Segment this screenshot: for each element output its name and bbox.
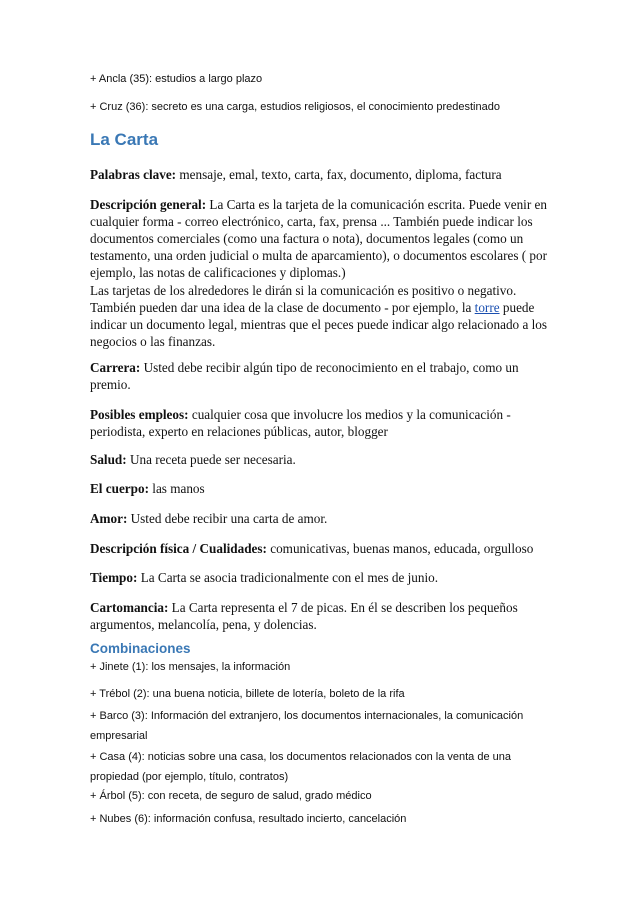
list-item: + Ancla (35): estudios a largo plazo <box>90 73 263 85</box>
general-label: Descripción general: <box>90 197 207 212</box>
list-item: + Nubes (6): información confusa, resultado incierto, cancelación <box>90 813 407 825</box>
section-title: La Carta <box>90 130 159 149</box>
physical-text: comunicativas, buenas manos, educada, orgulloso <box>266 541 534 556</box>
list-item: + Trébol (2): una buena noticia, billete de lotería, boleto de la rifa <box>90 688 405 700</box>
time-paragraph <box>90 569 550 586</box>
keywords-paragraph <box>90 166 550 183</box>
body-paragraph <box>90 480 550 497</box>
surrounding-text-after: puede indicar un documento legal, mientras que el peces puede indicar algo relacionado a los negocios o las finanzas. <box>90 300 547 349</box>
physical-paragraph <box>90 540 550 557</box>
general-description-paragraph <box>90 196 550 281</box>
surrounding-cards-paragraph <box>90 282 550 350</box>
career-label: Carrera: <box>90 360 141 375</box>
cartomancy-paragraph <box>90 599 550 633</box>
general-text: La Carta es la tarjeta de la comunicación escrita. Puede venir en cualquier forma - correo electrónico, carta, fax, prensa ... También puede indicar los documentos comerciales (como una factura o nota), documentos legales (como un testamento, una orden judicial o multa de aparcamiento), o documentos escolares ( por ejemplo, las notas de calificaciones y diplomas.) <box>90 197 548 280</box>
love-paragraph <box>90 510 550 527</box>
body-label: El cuerpo: <box>90 481 149 496</box>
career-text: Usted debe recibir algún tipo de reconocimiento en el trabajo, como un premio. <box>90 360 519 392</box>
list-item: + Jinete (1): los mensajes, la información <box>90 661 291 673</box>
love-text: Usted debe recibir una carta de amor. <box>127 511 328 526</box>
time-label: Tiempo: <box>90 570 138 585</box>
keywords-label: Palabras clave: <box>90 167 177 182</box>
cartomancy-label: Cartomancia: <box>90 600 169 615</box>
body-text: las manos <box>148 481 205 496</box>
list-item: + Cruz (36): secreto es una carga, estudios religiosos, el conocimiento predestinado <box>90 101 500 113</box>
cartomancy-text: La Carta representa el 7 de picas. En él se describen los pequeños argumentos, melancolía, pena, y dolencias. <box>90 600 518 632</box>
health-paragraph <box>90 451 550 468</box>
time-text: La Carta se asocia tradicionalmente con el mes de junio. <box>137 570 439 585</box>
health-label: Salud: <box>90 452 127 467</box>
list-item: + Barco (3): Información del extranjero, los documentos internacionales, la comunicación empresarial <box>90 710 524 742</box>
list-item: + Árbol (5): con receta, de seguro de salud, grado médico <box>90 790 372 802</box>
jobs-paragraph <box>90 406 550 440</box>
list-item: + Casa (4): noticias sobre una casa, los documentos relacionados con la venta de una propiedad (por ejemplo, título, contratos) <box>90 751 512 783</box>
torre-link[interactable]: torre <box>474 300 500 315</box>
health-text: Una receta puede ser necesaria. <box>126 452 296 467</box>
career-paragraph <box>90 359 550 393</box>
love-label: Amor: <box>90 511 128 526</box>
physical-label: Descripción física / Cualidades: <box>90 541 267 556</box>
keywords-text: mensaje, emal, texto, carta, fax, documento, diploma, factura <box>176 167 502 182</box>
jobs-text: cualquier cosa que involucre los medios y la comunicación - periodista, experto en relaciones públicas, autor, blogger <box>90 407 511 439</box>
combinations-title: Combinaciones <box>90 641 191 656</box>
jobs-label: Posibles empleos: <box>90 407 189 422</box>
surrounding-text-before: Las tarjetas de los alrededores le dirán si la comunicación es positivo o negativo. También pueden dar una idea de la clase de documento - por ejemplo, la <box>90 283 517 315</box>
